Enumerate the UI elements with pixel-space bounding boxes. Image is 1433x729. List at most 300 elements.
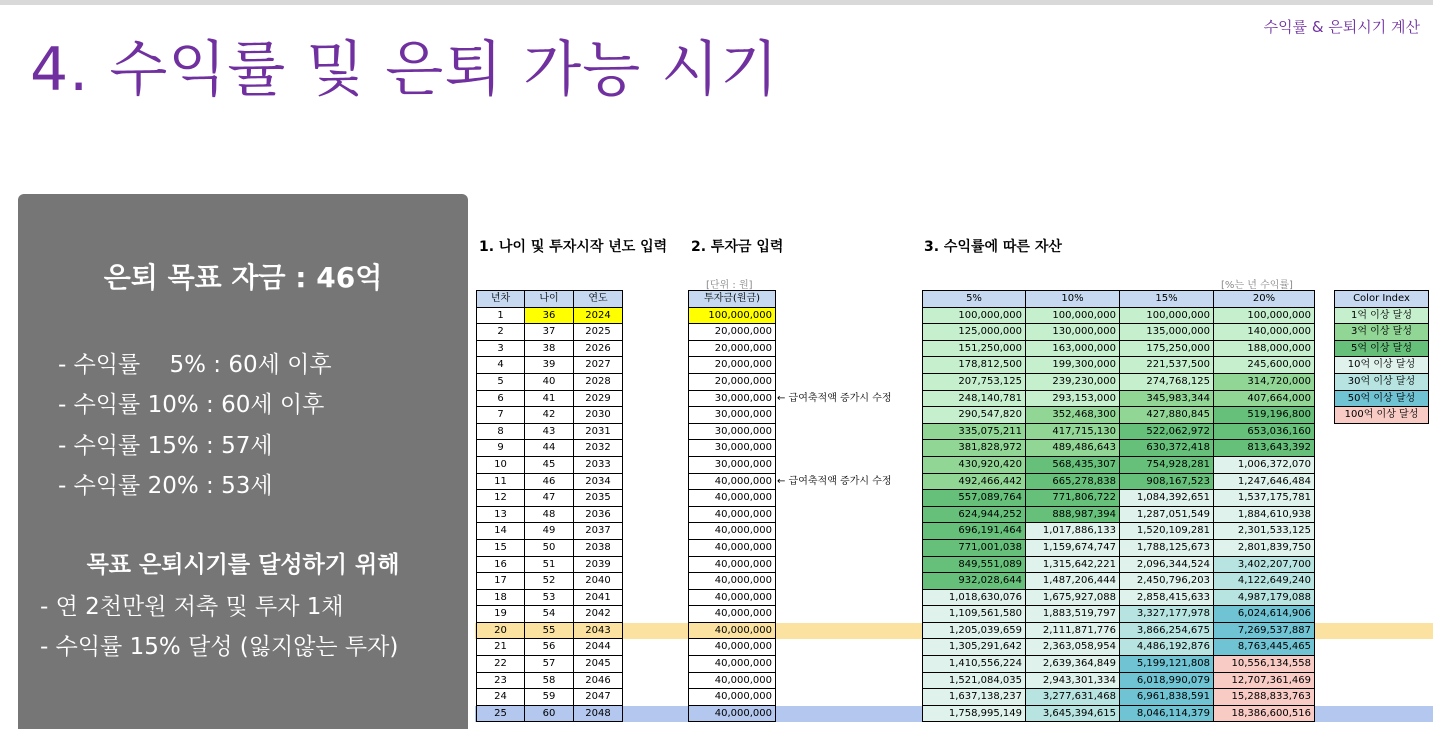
table-row xyxy=(923,456,1315,473)
table-cell: 2044 xyxy=(574,639,623,656)
asset-cell: 849,551,089 xyxy=(923,556,1026,573)
asset-cell: 1,109,561,580 xyxy=(923,606,1026,623)
table-cell: 36 xyxy=(525,307,574,324)
table-cell: 10 xyxy=(477,456,525,473)
table-row xyxy=(923,606,1315,623)
asset-cell: 813,643,392 xyxy=(1214,440,1315,457)
table-cell: 58 xyxy=(525,672,574,689)
strategy-bullet: - 연 2천만원 저축 및 투자 1채 xyxy=(40,594,344,620)
asset-cell: 2,639,364,849 xyxy=(1026,656,1120,673)
table-cell: 45 xyxy=(525,456,574,473)
asset-cell: 1,410,556,224 xyxy=(923,656,1026,673)
table-cell: 59 xyxy=(525,689,574,706)
color-index-row xyxy=(1335,340,1429,357)
table-row xyxy=(923,506,1315,523)
section-title-age: 1. 나이 및 투자시작 년도 입력 xyxy=(479,239,668,255)
summary-panel xyxy=(18,194,468,729)
asset-cell: 135,000,000 xyxy=(1120,324,1214,341)
table-cell: 12 xyxy=(477,490,525,507)
table-cell: 44 xyxy=(525,440,574,457)
investment-table xyxy=(688,290,776,722)
asset-cell: 1,305,291,642 xyxy=(923,639,1026,656)
asset-cell: 2,111,871,776 xyxy=(1026,622,1120,639)
table-row xyxy=(923,573,1315,590)
table-cell: 9 xyxy=(477,440,525,457)
asset-cell: 2,801,839,750 xyxy=(1214,539,1315,556)
table-row xyxy=(477,373,623,390)
asset-cell: 1,315,642,221 xyxy=(1026,556,1120,573)
table-cell: 2025 xyxy=(574,324,623,341)
asset-cell: 100,000,000 xyxy=(1120,307,1214,324)
table-cell: 6 xyxy=(477,390,525,407)
asset-cell: 1,205,039,659 xyxy=(923,622,1026,639)
table-cell: 46 xyxy=(525,473,574,490)
table-cell: 54 xyxy=(525,606,574,623)
color-index-item: 50억 이상 달성 xyxy=(1335,390,1429,407)
table-cell: 2048 xyxy=(574,705,623,722)
table-row xyxy=(477,506,623,523)
investment-cell: 40,000,000 xyxy=(689,656,776,673)
asset-cell: 6,018,990,079 xyxy=(1120,672,1214,689)
investment-cell: 40,000,000 xyxy=(689,622,776,639)
table-header-row xyxy=(1335,291,1429,308)
asset-cell: 696,191,464 xyxy=(923,523,1026,540)
asset-cell: 417,715,130 xyxy=(1026,423,1120,440)
asset-cell: 4,486,192,876 xyxy=(1120,639,1214,656)
table-row xyxy=(923,672,1315,689)
asset-cell: 6,024,614,906 xyxy=(1214,606,1315,623)
table-row xyxy=(923,307,1315,324)
table-cell: 48 xyxy=(525,506,574,523)
table-row xyxy=(477,340,623,357)
table-row xyxy=(923,357,1315,374)
table-cell: 2045 xyxy=(574,656,623,673)
table-row xyxy=(923,622,1315,639)
rate-header: 5% xyxy=(923,291,1026,308)
table-row xyxy=(477,490,623,507)
table-row xyxy=(923,373,1315,390)
table-row xyxy=(689,340,776,357)
salary-note: ← 급여축적액 증가시 수정 xyxy=(777,393,892,404)
investment-cell: 40,000,000 xyxy=(689,573,776,590)
table-cell: 2028 xyxy=(574,373,623,390)
table-cell: 2039 xyxy=(574,556,623,573)
investment-cell: 40,000,000 xyxy=(689,589,776,606)
asset-cell: 1,247,646,484 xyxy=(1214,473,1315,490)
salary-note: ← 급여축적액 증가시 수정 xyxy=(777,476,892,487)
table-row xyxy=(477,705,623,722)
table-cell: 4 xyxy=(477,357,525,374)
color-index-row xyxy=(1335,357,1429,374)
table-cell: 3 xyxy=(477,340,525,357)
investment-cell: 40,000,000 xyxy=(689,556,776,573)
table-row xyxy=(477,324,623,341)
table-cell: 2036 xyxy=(574,506,623,523)
table-cell: 2033 xyxy=(574,456,623,473)
color-index-row xyxy=(1335,307,1429,324)
table-cell: 38 xyxy=(525,340,574,357)
rate-line: - 수익률 10% : 60세 이후 xyxy=(58,392,325,418)
table-cell: 47 xyxy=(525,490,574,507)
column-header: 년차 xyxy=(477,291,525,308)
asset-cell: 1,788,125,673 xyxy=(1120,539,1214,556)
section-title-assets: 3. 수익률에 따른 자산 xyxy=(924,239,1062,255)
table-cell: 14 xyxy=(477,523,525,540)
table-row xyxy=(477,307,623,324)
investment-cell: 40,000,000 xyxy=(689,672,776,689)
color-index-header: Color Index xyxy=(1335,291,1429,308)
table-cell: 2038 xyxy=(574,539,623,556)
investment-cell: 30,000,000 xyxy=(689,440,776,457)
color-index-row xyxy=(1335,324,1429,341)
table-cell: 25 xyxy=(477,705,525,722)
asset-cell: 12,707,361,469 xyxy=(1214,672,1315,689)
table-row xyxy=(689,589,776,606)
asset-cell: 15,288,833,763 xyxy=(1214,689,1315,706)
table-row xyxy=(689,357,776,374)
table-row xyxy=(689,307,776,324)
asset-cell: 2,943,301,334 xyxy=(1026,672,1120,689)
asset-cell: 2,450,796,203 xyxy=(1120,573,1214,590)
table-row xyxy=(923,473,1315,490)
investment-cell: 20,000,000 xyxy=(689,340,776,357)
table-row xyxy=(923,639,1315,656)
table-row xyxy=(689,324,776,341)
table-cell: 21 xyxy=(477,639,525,656)
asset-cell: 10,556,134,558 xyxy=(1214,656,1315,673)
asset-cell: 3,277,631,468 xyxy=(1026,689,1120,706)
asset-cell: 932,028,644 xyxy=(923,573,1026,590)
strategy-title: 목표 은퇴시기를 달성하기 위해 xyxy=(86,552,400,578)
rate-line: - 수익률 20% : 53세 xyxy=(58,473,273,499)
table-cell: 37 xyxy=(525,324,574,341)
table-row xyxy=(923,423,1315,440)
strategy-bullet: - 수익률 15% 달성 (잃지않는 투자) xyxy=(40,634,399,660)
color-index-row xyxy=(1335,373,1429,390)
asset-cell: 522,062,972 xyxy=(1120,423,1214,440)
table-row xyxy=(923,390,1315,407)
asset-cell: 1,520,109,281 xyxy=(1120,523,1214,540)
table-cell: 56 xyxy=(525,639,574,656)
table-cell: 40 xyxy=(525,373,574,390)
table-cell: 53 xyxy=(525,589,574,606)
table-row xyxy=(689,423,776,440)
asset-cell: 771,806,722 xyxy=(1026,490,1120,507)
color-index-item: 100억 이상 달성 xyxy=(1335,407,1429,424)
table-cell: 2031 xyxy=(574,423,623,440)
table-cell: 5 xyxy=(477,373,525,390)
table-cell: 49 xyxy=(525,523,574,540)
rate-header: 20% xyxy=(1214,291,1315,308)
table-cell: 2032 xyxy=(574,440,623,457)
investment-cell: 40,000,000 xyxy=(689,523,776,540)
asset-cell: 1,675,927,088 xyxy=(1026,589,1120,606)
table-row xyxy=(689,556,776,573)
asset-cell: 492,466,442 xyxy=(923,473,1026,490)
asset-cell: 754,928,281 xyxy=(1120,456,1214,473)
investment-cell: 40,000,000 xyxy=(689,689,776,706)
table-cell: 13 xyxy=(477,506,525,523)
asset-cell: 314,720,000 xyxy=(1214,373,1315,390)
top-bar xyxy=(0,0,1433,5)
table-row xyxy=(689,689,776,706)
table-row xyxy=(923,340,1315,357)
asset-cell: 1,884,610,938 xyxy=(1214,506,1315,523)
asset-cell: 125,000,000 xyxy=(923,324,1026,341)
investment-cell: 40,000,000 xyxy=(689,639,776,656)
table-cell: 50 xyxy=(525,539,574,556)
table-row xyxy=(477,390,623,407)
asset-cell: 5,199,121,808 xyxy=(1120,656,1214,673)
table-row xyxy=(689,672,776,689)
asset-cell: 653,036,160 xyxy=(1214,423,1315,440)
table-row xyxy=(477,672,623,689)
table-cell: 43 xyxy=(525,423,574,440)
table-cell: 11 xyxy=(477,473,525,490)
table-row xyxy=(689,705,776,722)
table-cell: 2029 xyxy=(574,390,623,407)
table-row xyxy=(477,407,623,424)
table-row xyxy=(923,523,1315,540)
asset-cell: 335,075,211 xyxy=(923,423,1026,440)
table-cell: 41 xyxy=(525,390,574,407)
table-cell: 20 xyxy=(477,622,525,639)
asset-cell: 1,537,175,781 xyxy=(1214,490,1315,507)
asset-cell: 239,230,000 xyxy=(1026,373,1120,390)
table-cell: 2 xyxy=(477,324,525,341)
asset-cell: 274,768,125 xyxy=(1120,373,1214,390)
table-cell: 18 xyxy=(477,589,525,606)
asset-cell: 130,000,000 xyxy=(1026,324,1120,341)
asset-cell: 1,287,051,549 xyxy=(1120,506,1214,523)
table-row xyxy=(689,390,776,407)
table-row xyxy=(689,539,776,556)
table-cell: 2037 xyxy=(574,523,623,540)
table-cell: 2030 xyxy=(574,407,623,424)
table-row xyxy=(689,373,776,390)
table-row xyxy=(477,423,623,440)
section-title-investment: 2. 투자금 입력 xyxy=(691,239,784,255)
asset-cell: 18,386,600,516 xyxy=(1214,705,1315,722)
asset-cell: 430,920,420 xyxy=(923,456,1026,473)
color-index-item: 5억 이상 달성 xyxy=(1335,340,1429,357)
table-row xyxy=(477,440,623,457)
table-row xyxy=(923,689,1315,706)
table-cell: 7 xyxy=(477,407,525,424)
table-row xyxy=(689,622,776,639)
asset-cell: 207,753,125 xyxy=(923,373,1026,390)
table-row xyxy=(477,473,623,490)
table-row xyxy=(923,589,1315,606)
investment-cell: 40,000,000 xyxy=(689,606,776,623)
table-cell: 15 xyxy=(477,539,525,556)
asset-cell: 1,883,519,797 xyxy=(1026,606,1120,623)
color-index-item: 1억 이상 달성 xyxy=(1335,307,1429,324)
rate-header: 15% xyxy=(1120,291,1214,308)
table-cell: 2046 xyxy=(574,672,623,689)
asset-cell: 489,486,643 xyxy=(1026,440,1120,457)
asset-cell: 100,000,000 xyxy=(1214,307,1315,324)
table-row xyxy=(923,324,1315,341)
asset-cell: 665,278,838 xyxy=(1026,473,1120,490)
table-row xyxy=(689,523,776,540)
table-row xyxy=(923,407,1315,424)
table-cell: 2027 xyxy=(574,357,623,374)
asset-cell: 6,961,838,591 xyxy=(1120,689,1214,706)
table-row xyxy=(477,656,623,673)
table-cell: 51 xyxy=(525,556,574,573)
asset-cell: 178,812,500 xyxy=(923,357,1026,374)
color-index-item: 3억 이상 달성 xyxy=(1335,324,1429,341)
asset-cell: 1,159,674,747 xyxy=(1026,539,1120,556)
asset-cell: 1,017,886,133 xyxy=(1026,523,1120,540)
asset-cell: 188,000,000 xyxy=(1214,340,1315,357)
color-index-item: 30억 이상 달성 xyxy=(1335,373,1429,390)
asset-cell: 4,987,179,088 xyxy=(1214,589,1315,606)
table-row xyxy=(689,407,776,424)
asset-cell: 1,637,138,237 xyxy=(923,689,1026,706)
unit-note: [단위 : 원] xyxy=(706,280,753,291)
asset-cell: 568,435,307 xyxy=(1026,456,1120,473)
table-cell: 2040 xyxy=(574,573,623,590)
asset-cell: 888,987,394 xyxy=(1026,506,1120,523)
table-cell: 57 xyxy=(525,656,574,673)
table-cell: 60 xyxy=(525,705,574,722)
table-row xyxy=(689,490,776,507)
table-row xyxy=(923,440,1315,457)
asset-cell: 8,763,445,465 xyxy=(1214,639,1315,656)
asset-cell: 352,468,300 xyxy=(1026,407,1120,424)
table-row xyxy=(477,589,623,606)
asset-cell: 1,758,995,149 xyxy=(923,705,1026,722)
table-header-row xyxy=(689,291,776,308)
table-cell: 52 xyxy=(525,573,574,590)
asset-cell: 557,089,764 xyxy=(923,490,1026,507)
rate-line: - 수익률 5% : 60세 이후 xyxy=(58,352,332,378)
table-row xyxy=(477,606,623,623)
asset-cell: 4,122,649,240 xyxy=(1214,573,1315,590)
table-row xyxy=(689,440,776,457)
investment-cell: 30,000,000 xyxy=(689,407,776,424)
investment-cell: 40,000,000 xyxy=(689,473,776,490)
table-row xyxy=(923,490,1315,507)
table-row xyxy=(477,456,623,473)
table-cell: 8 xyxy=(477,423,525,440)
age-year-table xyxy=(476,290,623,722)
investment-cell: 20,000,000 xyxy=(689,324,776,341)
investment-cell: 40,000,000 xyxy=(689,490,776,507)
asset-cell: 245,600,000 xyxy=(1214,357,1315,374)
table-cell: 1 xyxy=(477,307,525,324)
investment-cell: 30,000,000 xyxy=(689,423,776,440)
asset-cell: 151,250,000 xyxy=(923,340,1026,357)
investment-cell: 40,000,000 xyxy=(689,506,776,523)
table-row xyxy=(477,689,623,706)
investment-cell: 100,000,000 xyxy=(689,307,776,324)
column-header: 투자금(원금) xyxy=(689,291,776,308)
investment-cell: 20,000,000 xyxy=(689,357,776,374)
asset-cell: 140,000,000 xyxy=(1214,324,1315,341)
color-index-item: 10억 이상 달성 xyxy=(1335,357,1429,374)
asset-cell: 407,664,000 xyxy=(1214,390,1315,407)
asset-cell: 630,372,418 xyxy=(1120,440,1214,457)
table-cell: 2035 xyxy=(574,490,623,507)
asset-cell: 199,300,000 xyxy=(1026,357,1120,374)
table-row xyxy=(689,639,776,656)
asset-cell: 1,521,084,035 xyxy=(923,672,1026,689)
asset-cell: 908,167,523 xyxy=(1120,473,1214,490)
table-row xyxy=(689,656,776,673)
table-cell: 2026 xyxy=(574,340,623,357)
asset-cell: 3,866,254,675 xyxy=(1120,622,1214,639)
asset-cell: 3,645,394,615 xyxy=(1026,705,1120,722)
table-cell: 17 xyxy=(477,573,525,590)
column-header: 연도 xyxy=(574,291,623,308)
table-cell: 22 xyxy=(477,656,525,673)
asset-cell: 1,018,630,076 xyxy=(923,589,1026,606)
page-title: 4. 수익률 및 은퇴 가능 시기 xyxy=(30,35,780,105)
table-row xyxy=(477,539,623,556)
asset-cell: 2,858,415,633 xyxy=(1120,589,1214,606)
asset-cell: 163,000,000 xyxy=(1026,340,1120,357)
table-cell: 2034 xyxy=(574,473,623,490)
table-cell: 2047 xyxy=(574,689,623,706)
header-caption: 수익률 & 은퇴시기 계산 xyxy=(1263,18,1420,36)
asset-cell: 1,006,372,070 xyxy=(1214,456,1315,473)
investment-cell: 30,000,000 xyxy=(689,390,776,407)
rate-note: [%는 년 수익률] xyxy=(1221,280,1293,291)
asset-cell: 7,269,537,887 xyxy=(1214,622,1315,639)
table-cell: 55 xyxy=(525,622,574,639)
table-row xyxy=(923,705,1315,722)
table-cell: 23 xyxy=(477,672,525,689)
asset-cell: 175,250,000 xyxy=(1120,340,1214,357)
table-cell: 16 xyxy=(477,556,525,573)
color-index-row xyxy=(1335,390,1429,407)
table-row xyxy=(689,606,776,623)
rate-header: 10% xyxy=(1026,291,1120,308)
table-row xyxy=(477,573,623,590)
asset-growth-table xyxy=(922,290,1315,722)
investment-cell: 40,000,000 xyxy=(689,539,776,556)
color-index-table xyxy=(1334,290,1429,424)
investment-cell: 40,000,000 xyxy=(689,705,776,722)
table-cell: 2041 xyxy=(574,589,623,606)
asset-cell: 519,196,800 xyxy=(1214,407,1315,424)
table-cell: 2043 xyxy=(574,622,623,639)
table-row xyxy=(923,539,1315,556)
asset-cell: 8,046,114,379 xyxy=(1120,705,1214,722)
investment-cell: 30,000,000 xyxy=(689,456,776,473)
asset-cell: 2,301,533,125 xyxy=(1214,523,1315,540)
table-cell: 39 xyxy=(525,357,574,374)
asset-cell: 345,983,344 xyxy=(1120,390,1214,407)
table-header-row xyxy=(477,291,623,308)
table-row xyxy=(477,639,623,656)
table-cell: 19 xyxy=(477,606,525,623)
table-row xyxy=(689,473,776,490)
table-cell: 42 xyxy=(525,407,574,424)
asset-cell: 248,140,781 xyxy=(923,390,1026,407)
table-cell: 2042 xyxy=(574,606,623,623)
asset-cell: 771,001,038 xyxy=(923,539,1026,556)
asset-cell: 381,828,972 xyxy=(923,440,1026,457)
asset-cell: 1,487,206,444 xyxy=(1026,573,1120,590)
table-row xyxy=(923,556,1315,573)
asset-cell: 624,944,252 xyxy=(923,506,1026,523)
investment-cell: 20,000,000 xyxy=(689,373,776,390)
asset-cell: 100,000,000 xyxy=(923,307,1026,324)
